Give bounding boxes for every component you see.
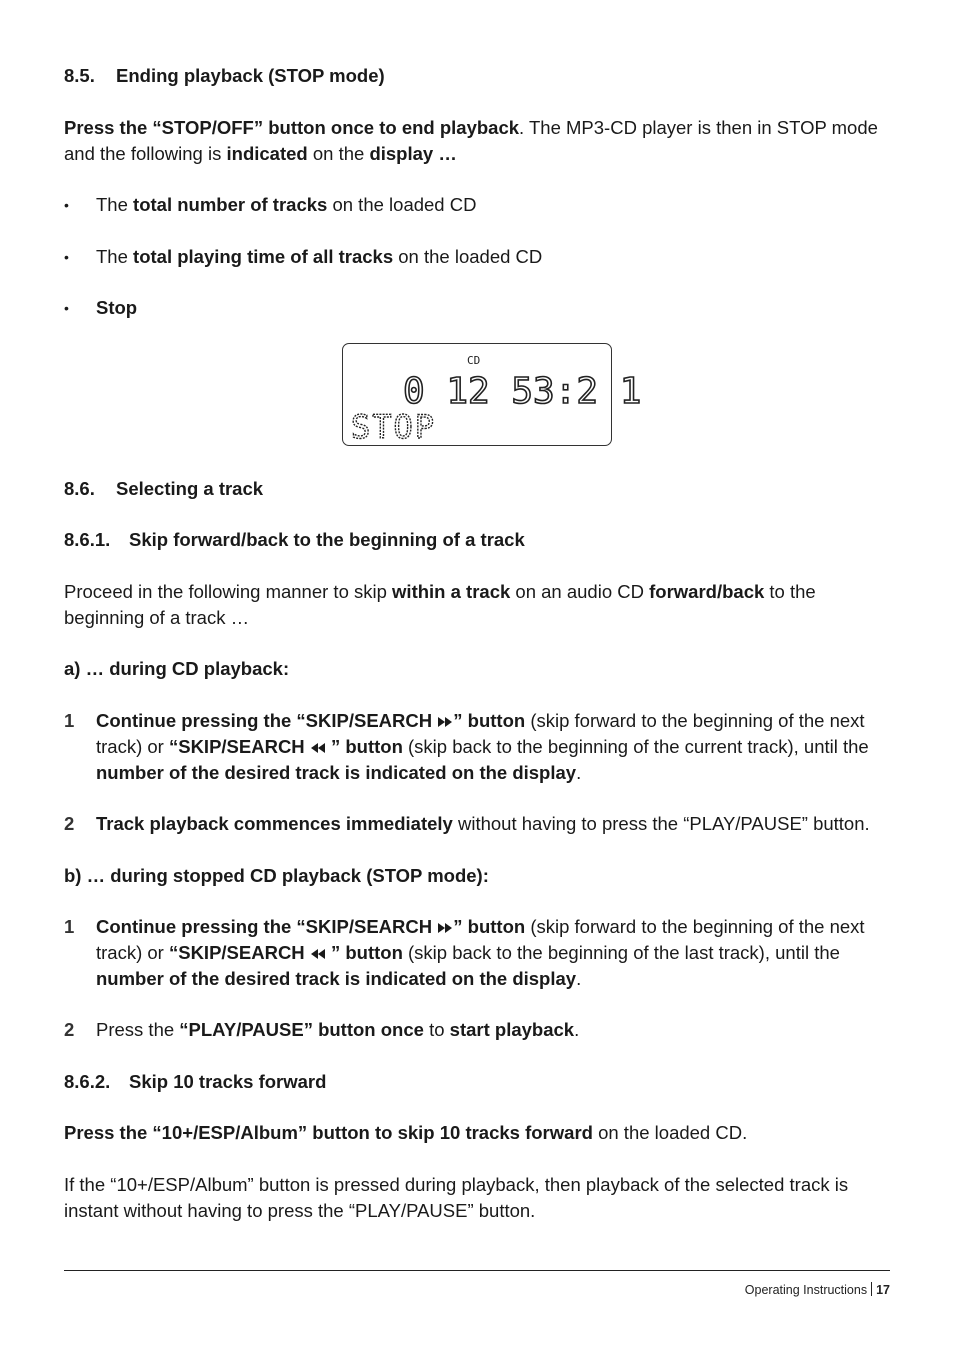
text-run: The: [96, 246, 134, 267]
footer-separator: [871, 1282, 872, 1296]
section-heading-8-6-1: [64, 527, 888, 553]
bold-phrase: indicated: [226, 143, 308, 164]
bold-phrase: forward/back: [649, 581, 765, 602]
bold-phrase: total playing time of all tracks: [133, 246, 394, 267]
heading-text: Skip 10 tracks forward: [129, 1071, 327, 1092]
text-run: to: [429, 1019, 450, 1040]
bullet-text: [96, 244, 542, 270]
bold-phrase: number of the desired track is indicated on the display: [96, 762, 577, 783]
bullet-text: [96, 295, 137, 321]
text-run: (skip forward to the beginning of the next track) or: [96, 710, 865, 757]
heading-number: 8.6.2.: [64, 1071, 111, 1092]
bullet-dot: •: [64, 197, 69, 213]
footer-label: Operating Instructions: [744, 1283, 868, 1297]
footer-divider: [64, 1270, 890, 1271]
bold-phrase: start playback: [449, 1019, 575, 1040]
bullet-dot: •: [64, 300, 69, 316]
text-run: on the loaded CD: [327, 194, 477, 215]
text-run: on an audio CD: [510, 581, 650, 602]
text-run: (skip back to the beginning of the current track), until the: [402, 736, 869, 757]
lcd-display-graphic: [343, 344, 642, 446]
bold-phrase: “SKIP/SEARCH: [168, 942, 310, 963]
text-run: (skip forward to the beginning of the next track) or: [96, 916, 865, 963]
text-run: .: [576, 968, 582, 989]
lcd-status: STOP: [351, 408, 437, 446]
bullet-text: [96, 192, 476, 218]
text-run: .: [574, 1019, 580, 1040]
text-run: The: [96, 194, 134, 215]
step-text: [96, 708, 888, 786]
lcd-display: [342, 343, 642, 446]
step-number: 2: [64, 813, 75, 834]
lcd-digits: 0 12 53:2 1: [403, 371, 642, 412]
heading-text: Selecting a track: [116, 478, 264, 499]
text-run: on the loaded CD.: [592, 1122, 748, 1143]
skip-intro-paragraph: [64, 579, 888, 631]
text-run: Proceed in the following manner to skip: [64, 581, 393, 602]
text-run: .: [576, 762, 582, 783]
bold-phrase: ” button: [325, 942, 403, 963]
section-heading-8-5: [64, 63, 888, 89]
text-run: on the loaded CD: [393, 246, 543, 267]
step-number: 1: [64, 916, 75, 937]
bullet-dot: •: [64, 249, 69, 265]
text-run: Press the: [96, 1019, 180, 1040]
bold-phrase: display …: [369, 143, 457, 164]
bold-phrase: Track playback commences immediately: [96, 813, 453, 834]
heading-number: 8.6.: [64, 478, 95, 499]
text-run: . The MP3-CD player is then in STOP mode and the following is: [64, 117, 878, 164]
step-text: [96, 811, 888, 837]
heading-number: 8.5.: [64, 65, 95, 86]
text-run: on the: [307, 143, 370, 164]
skip-forward-icon: [437, 716, 453, 728]
text-run: to the beginning of a track …: [64, 581, 816, 628]
bold-phrase: Stop: [96, 297, 138, 318]
bold-phrase: ” button: [453, 916, 526, 937]
heading-text: Ending playback (STOP mode): [116, 65, 385, 86]
bold-phrase: number of the desired track is indicated on the display: [96, 968, 577, 989]
step-number: 2: [64, 1019, 75, 1040]
step-text: [96, 914, 888, 992]
heading-number: 8.6.1.: [64, 529, 111, 550]
page-number: 17: [876, 1283, 890, 1297]
heading-text: Skip forward/back to the beginning of a track: [129, 529, 525, 550]
bold-phrase: total number of tracks: [133, 194, 328, 215]
section-heading-8-6: [64, 476, 888, 502]
bold-phrase: Continue pressing the “SKIP/SEARCH: [96, 916, 438, 937]
bold-phrase: “SKIP/SEARCH: [168, 736, 310, 757]
subheading-stop-mode: b) … during stopped CD playback (STOP mode):: [64, 865, 489, 886]
skip-back-icon: [310, 742, 326, 754]
bold-phrase: Press the “10+/ESP/Album” button to skip 10 tracks forward: [64, 1122, 593, 1143]
bold-phrase: Continue pressing the “SKIP/SEARCH: [96, 710, 438, 731]
bold-phrase: ” button: [325, 736, 403, 757]
bold-phrase: within a track: [392, 581, 511, 602]
step-number: 1: [64, 710, 75, 731]
skip-back-icon: [310, 948, 326, 960]
step-text: [96, 1017, 888, 1043]
text-run: without having to press the “PLAY/PAUSE” button.: [452, 813, 870, 834]
bold-phrase: Press the “STOP/OFF” button once to end playback: [64, 117, 520, 138]
bold-phrase: “PLAY/PAUSE” button once: [179, 1019, 430, 1040]
lcd-cd-label: CD: [467, 354, 481, 367]
page-footer: [745, 1282, 890, 1298]
text-run: (skip back to the beginning of the last track), until the: [402, 942, 840, 963]
skip-forward-icon: [437, 922, 453, 934]
skip-10-paragraph: [64, 1120, 888, 1146]
skip-10-note-paragraph: If the “10+/ESP/Album” button is pressed during playback, then playback of the selected track is instant without having to press the “PLAY/PAUSE” button.: [64, 1174, 849, 1221]
stop-intro-paragraph: [64, 115, 888, 167]
bold-phrase: ” button: [453, 710, 526, 731]
subheading-during-playback: a) … during CD playback:: [64, 658, 290, 679]
section-heading-8-6-2: [64, 1069, 888, 1095]
